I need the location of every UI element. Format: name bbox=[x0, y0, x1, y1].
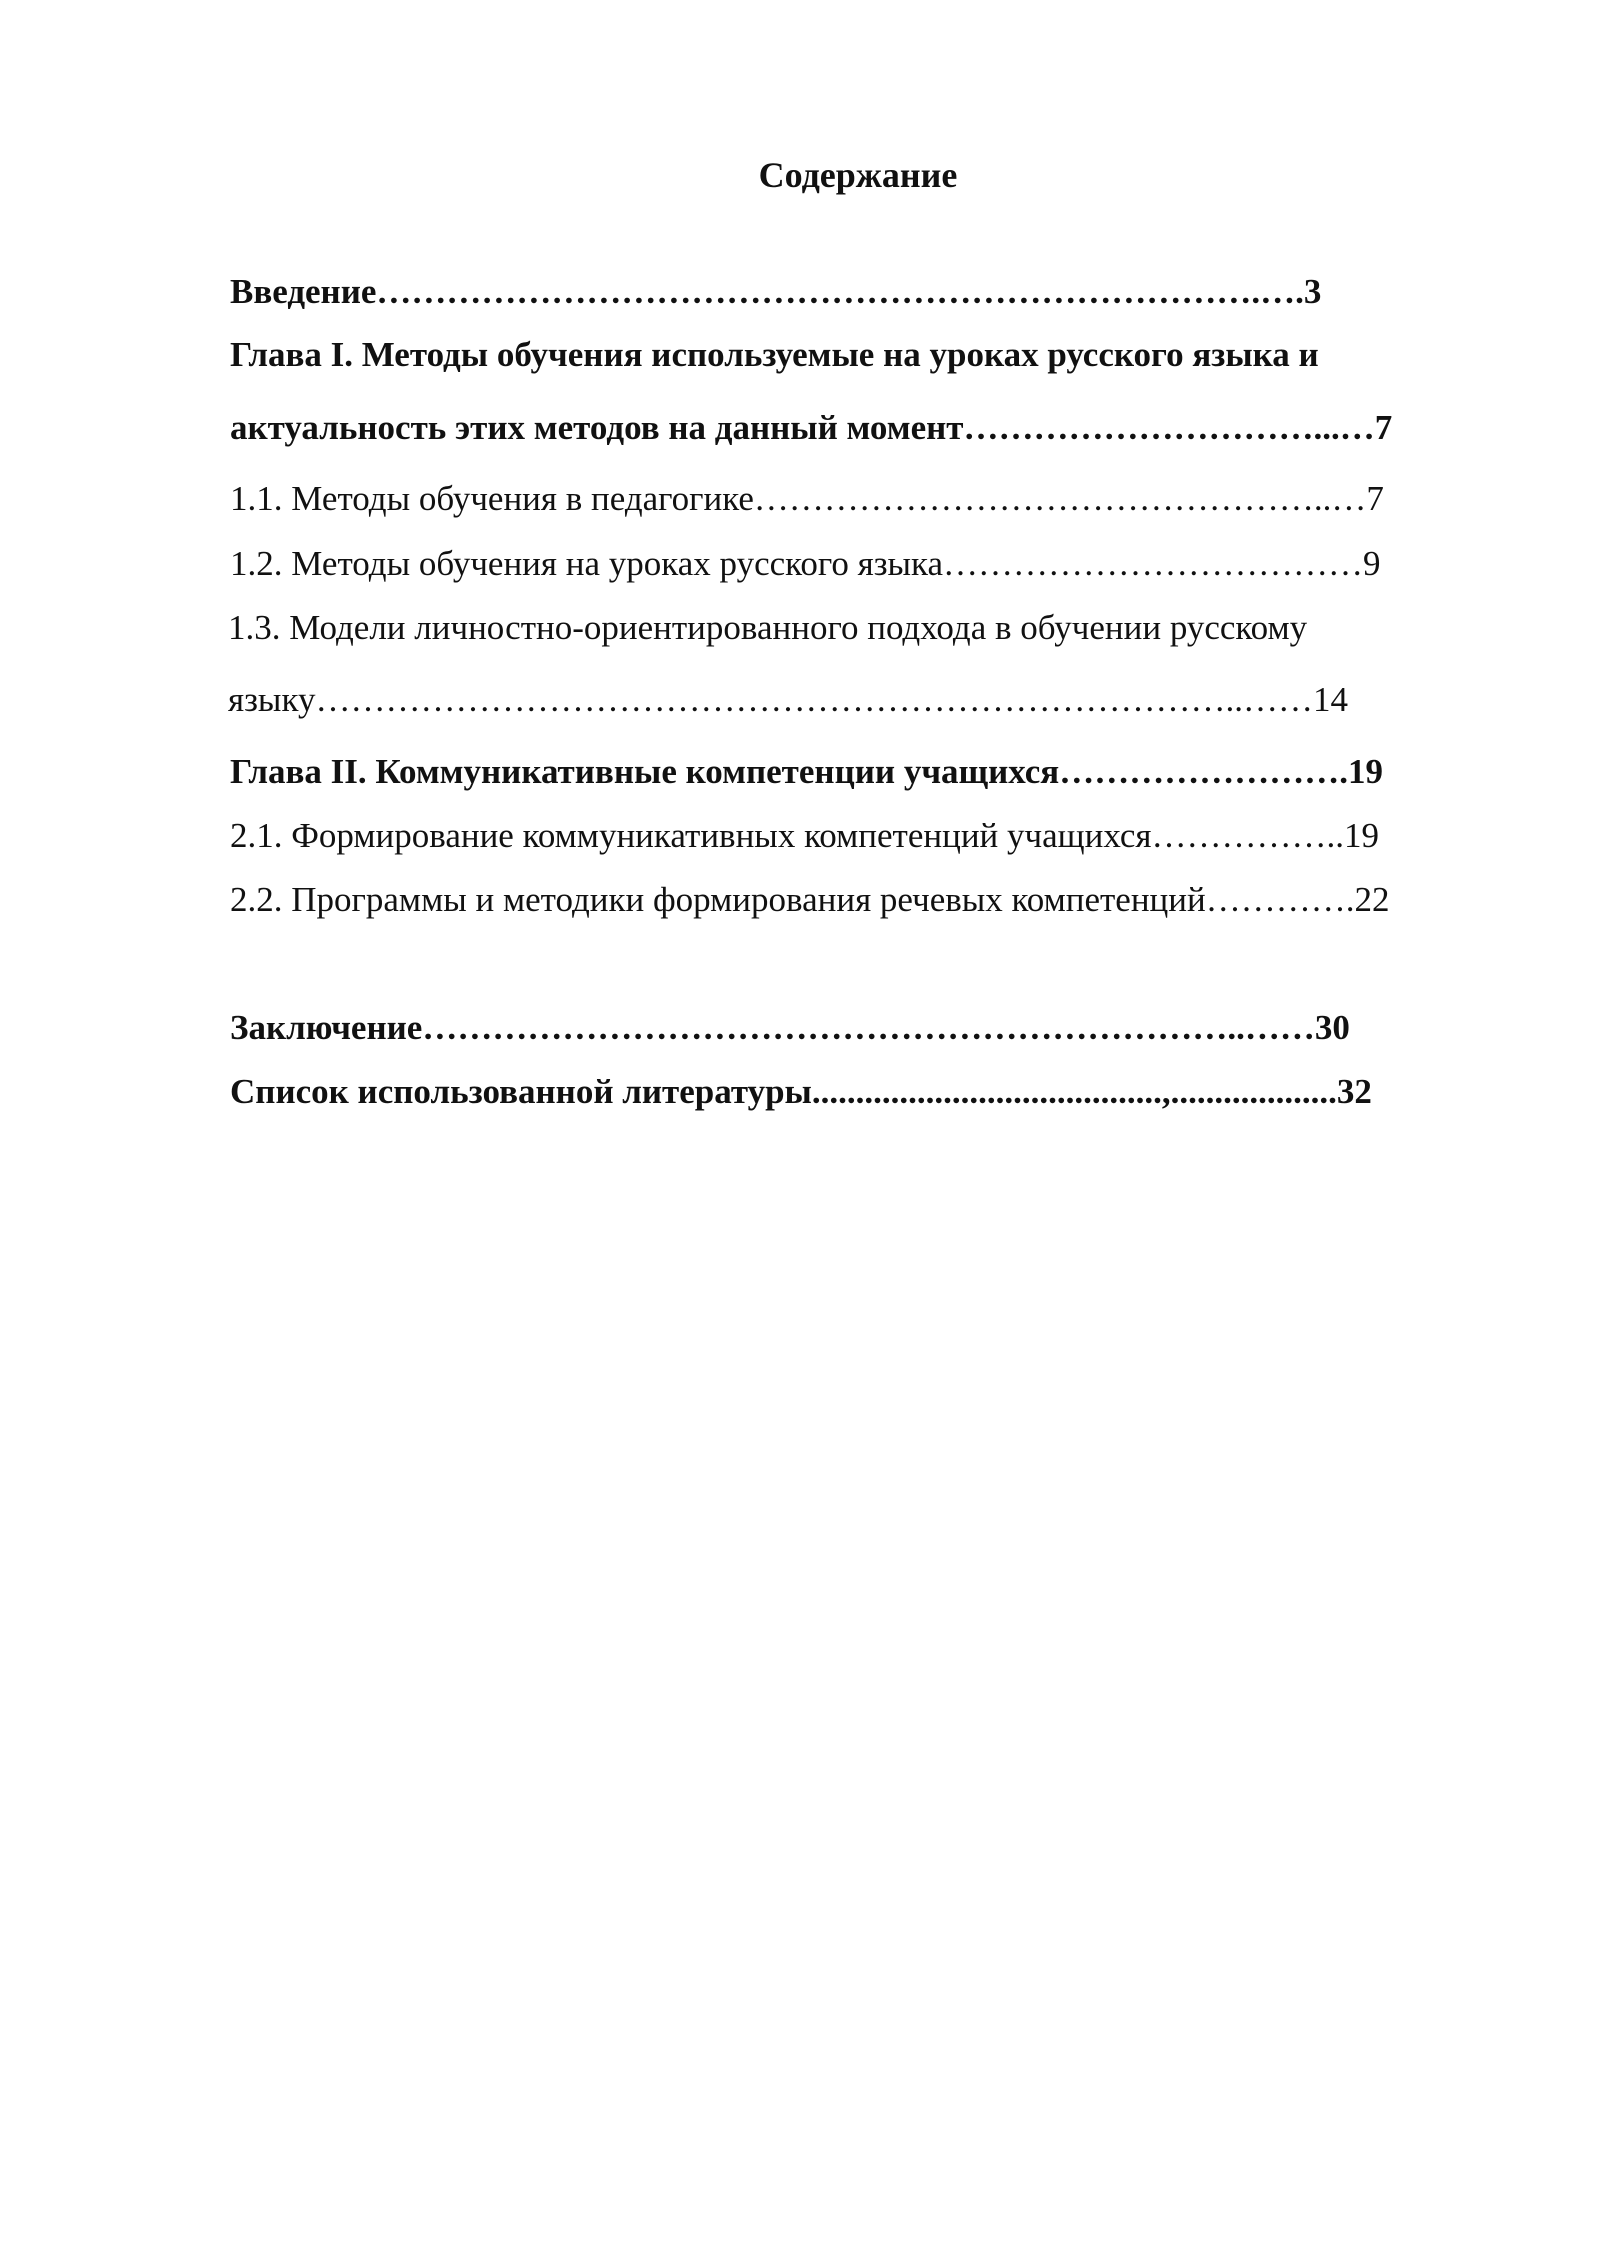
toc-entry-chapter1-line1: Глава I. Методы обучения используемые на уроках русского языка и bbox=[230, 335, 1319, 374]
toc-entry-section-1-3-line2: языку……………………………………………………………………..……14 bbox=[228, 680, 1348, 719]
toc-entry-section-1-1: 1.1. Методы обучения в педагогике…………………………………………..…7 bbox=[230, 479, 1384, 518]
toc-entry-section-2-2: 2.2. Программы и методики формирования речевых компетенций………….22 bbox=[230, 880, 1390, 919]
toc-entry-section-1-3-line1: 1.3. Модели личностно-ориентированного подхода в обучении русскому bbox=[228, 608, 1308, 647]
toc-entry-intro: Введение………………………………………………………………….….3 bbox=[230, 272, 1322, 311]
toc-entry-section-1-2: 1.2. Методы обучения на уроках русского языка………………………………9 bbox=[230, 544, 1381, 583]
toc-entry-chapter1-line2: актуальность этих методов на данный момент…………………………...…7 bbox=[230, 408, 1393, 447]
toc-entry-section-2-1: 2.1. Формирование коммуникативных компетенций учащихся……………..19 bbox=[230, 816, 1379, 855]
toc-entry-conclusion: Заключение……………………………………………………………..……30 bbox=[230, 1008, 1350, 1047]
toc-entry-references: Список использованной литературы........................................,...................32 bbox=[230, 1072, 1372, 1111]
toc-entry-chapter2: Глава II. Коммуникативные компетенции учащихся…………………….19 bbox=[230, 752, 1383, 791]
toc-title: Содержание bbox=[758, 155, 958, 195]
